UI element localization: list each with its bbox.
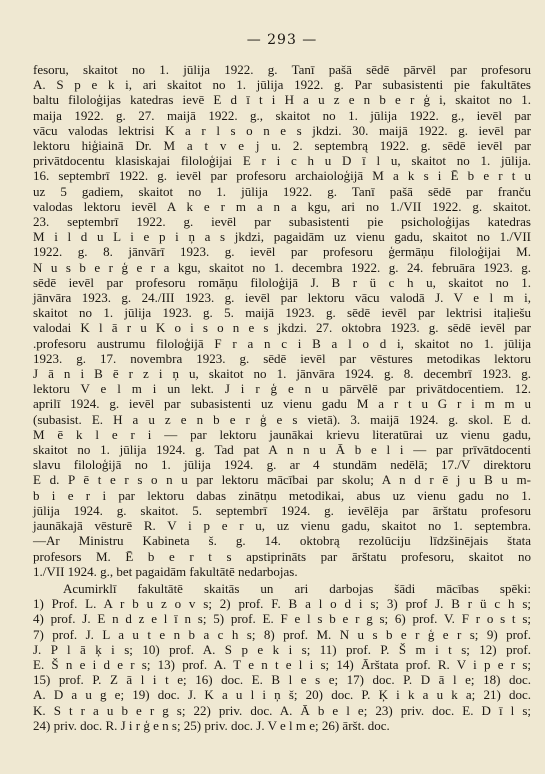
text-line: 7) prof. J. L a u t e n b a c h s; 8) prof. M. N u s b e r ģ e r s; 9) prof.: [33, 626, 531, 642]
text-line: uz 5 gadiem, skaitot no 1. jūlija 1922. g. Tanī pašā sēdē par franču: [33, 183, 531, 199]
text-line: privātdocentu klasiskajai filoloģijai E r i c h u D ī l u, skaitot no 1. jūlija.: [33, 153, 531, 169]
text-line: J. P l ā ķ i s; 10) prof. A. S p e k i s; 11) prof. P. Š m i t s; 12) prof.: [33, 641, 531, 657]
text-line: (subasist. E. H a u z e n b e r ģ e s vietā). 3. maijā 1924. g. skol. E d.: [33, 411, 531, 427]
text-line: 15) prof. P. Z ā l i t e; 16) doc. E. B l e s e; 17) doc. P. D ā l e; 18) doc.: [33, 672, 531, 688]
text-line: jaunākajā vēsturē R. V i p e r u, uz vienu gadu, skaitot no 1. septembra.: [33, 518, 531, 534]
text-line: slavu filoloģijā no 1. jūlija 1924. g. ar 4 stundām nedēlā; 17./V direktoru: [33, 457, 531, 473]
text-line: .profesoru austrumu filoloģijā F r a n c i B a l o d i, skaitot no 1. jūlija: [33, 335, 531, 351]
text-line: valodas lektoru ievēl A k e r m a n a kgu, ari no 1./VII 1922. g. skaitot.: [33, 198, 531, 214]
text-line: 23. septembrī 1922. g. ievēl par subasistenti pie psicholoģijas katedras: [33, 214, 531, 230]
text-line: b i e r i par lektoru dabas zinātņu metodikai, abus uz vienu gadu no 1.: [33, 487, 531, 503]
text-line: profesors M. Ē b e r t s apstiprināts par ārštatu profesoru, skaitot no: [33, 548, 531, 564]
text-line: 16. septembrī 1922. g. ievēl par profesoru archaioloģijā M a k s i Ē b e r t u: [33, 168, 531, 184]
text-line: 1923. g. 17. novembra 1923. g. sēdē ievēl par vēstures metodikas lektoru: [33, 350, 531, 366]
text-line: maija 1922. g. 27. maijā 1922. g., skaitot no 1. jūlija 1922. g., ievēl par: [33, 107, 531, 123]
text-line: M ē k l e r i — par lektoru jaunākai krievu literatūrai uz vienu gadu,: [33, 426, 531, 442]
text-line: lektoru V e l m i un lekt. J i r ģ e n u pārvēlē par privātdocentiem. 12.: [33, 381, 531, 397]
body-text: [33, 62, 531, 733]
text-line: 4) prof. J. E n d z e l ī n s; 5) prof. E. F e l s b e r g s; 6) prof. V. F r o s t s;: [33, 611, 531, 627]
text-line: A. S p e k i, ari skaitot no 1. jūlija 1922. g. Par subasistenti pie fakultātes: [33, 77, 531, 93]
text-line: valodai K l ā r u K o i s o n e s jkdzi. 27. oktobra 1923. g. sēdē ievēl par: [33, 320, 531, 336]
text-line: skaitot no 1. jūlija 1923. g. 5. maijā 1923. g. sēdē ievēl par lektrisi itaļiešu: [33, 305, 531, 321]
text-line: E d. P ē t e r s o n u par lektoru mācībai par skolu; A n d r ē j u B u m-: [33, 472, 531, 488]
text-line: 24) priv. doc. R. J i r ģ e n s; 25) priv. doc. J. V e l m e; 26) āršt. doc.: [33, 717, 390, 733]
text-line: N u s b e r ģ e r a kgu, skaitot no 1. decembra 1922. g. 24. februāra 1923. g.: [33, 259, 531, 275]
text-line: Acumirklī fakultātē skaitās un ari darbojas šādi mācības spēki:: [63, 580, 531, 596]
text-line: A. D a u g e; 19) doc. J. K a u l i ņ š; 20) doc. P. Ķ i k a u k a; 21) doc.: [33, 687, 531, 703]
text-line: skaitot no 1. jūlija 1924. g. Tad pat A n n u Ā b e l i — par prīvātdocenti: [33, 442, 531, 458]
text-line: vācu valodas lektrisi K a r l s o n e s jkdzi. 30. maijā 1922. g. ievēl par: [33, 122, 531, 138]
text-line: jūlija 1924. g. skaitot. 5. septembrī 1924. g. ievēlēja par ārštatu profesoru: [33, 502, 531, 518]
text-line: 1922. g. 8. jānvārī 1923. g. ievēl par profesoru ģermāņu filoloģijai M.: [33, 244, 531, 260]
text-line: jānvāra 1923. g. 24./III 1923. g. ievēl par lektoru vācu valodā J. V e l m i,: [33, 290, 531, 306]
text-line: fesoru, skaitot no 1. jūlija 1922. g. Tanī pašā sēdē pārvēl par profesoru: [33, 62, 531, 77]
text-line: E. Š n e i d e r s; 13) prof. A. T e n t e l i s; 14) Ārštata prof. R. V i p e r s;: [33, 656, 531, 672]
text-line: —Ar Ministru Kabineta š. g. 14. oktobrą rezolūciju līdzšinējais štata: [33, 533, 531, 549]
page-number: — 293 —: [246, 32, 318, 48]
text-line: baltu filoloģijas katedras ievē E d ī t i H a u z e n b e r ģ i, skaitot no 1.: [33, 92, 531, 108]
text-line: K. S t r a u b e r g s; 22) priv. doc. A. Ā b e l e; 23) priv. doc. E. D ī l s;: [33, 702, 531, 718]
text-line: J ā n i B ē r z i ņ u, skaitot no 1. jānvāra 1924. g. 8. decembrī 1923. g.: [33, 366, 531, 382]
text-line: 1) Prof. L. A r b u z o v s; 2) prof. F. B a l o d i s; 3) prof J. B r ü c h s;: [33, 596, 531, 612]
text-line: 1./VII 1924. g., bet pagaidām fakultātē nedarbojas.: [33, 563, 298, 579]
text-line: lektoru hiģiainā Dr. M a t v e j u. 2. septembrą 1922. g. sēdē ievēl par: [33, 138, 531, 154]
text-line: aprilī 1924. g. ievēl par subasistenti uz vienu gadu M a r t u G r i m m u: [33, 396, 531, 412]
text-line: sēdē ievēl par profesoru romāņu filoloģijā J. B r ü c h u, skaitot no 1.: [33, 274, 531, 290]
text-line: M i l d u L i e p i ņ a s jkdzi, pagaidām uz vienu gadu, skaitot no 1./VII: [33, 229, 531, 245]
